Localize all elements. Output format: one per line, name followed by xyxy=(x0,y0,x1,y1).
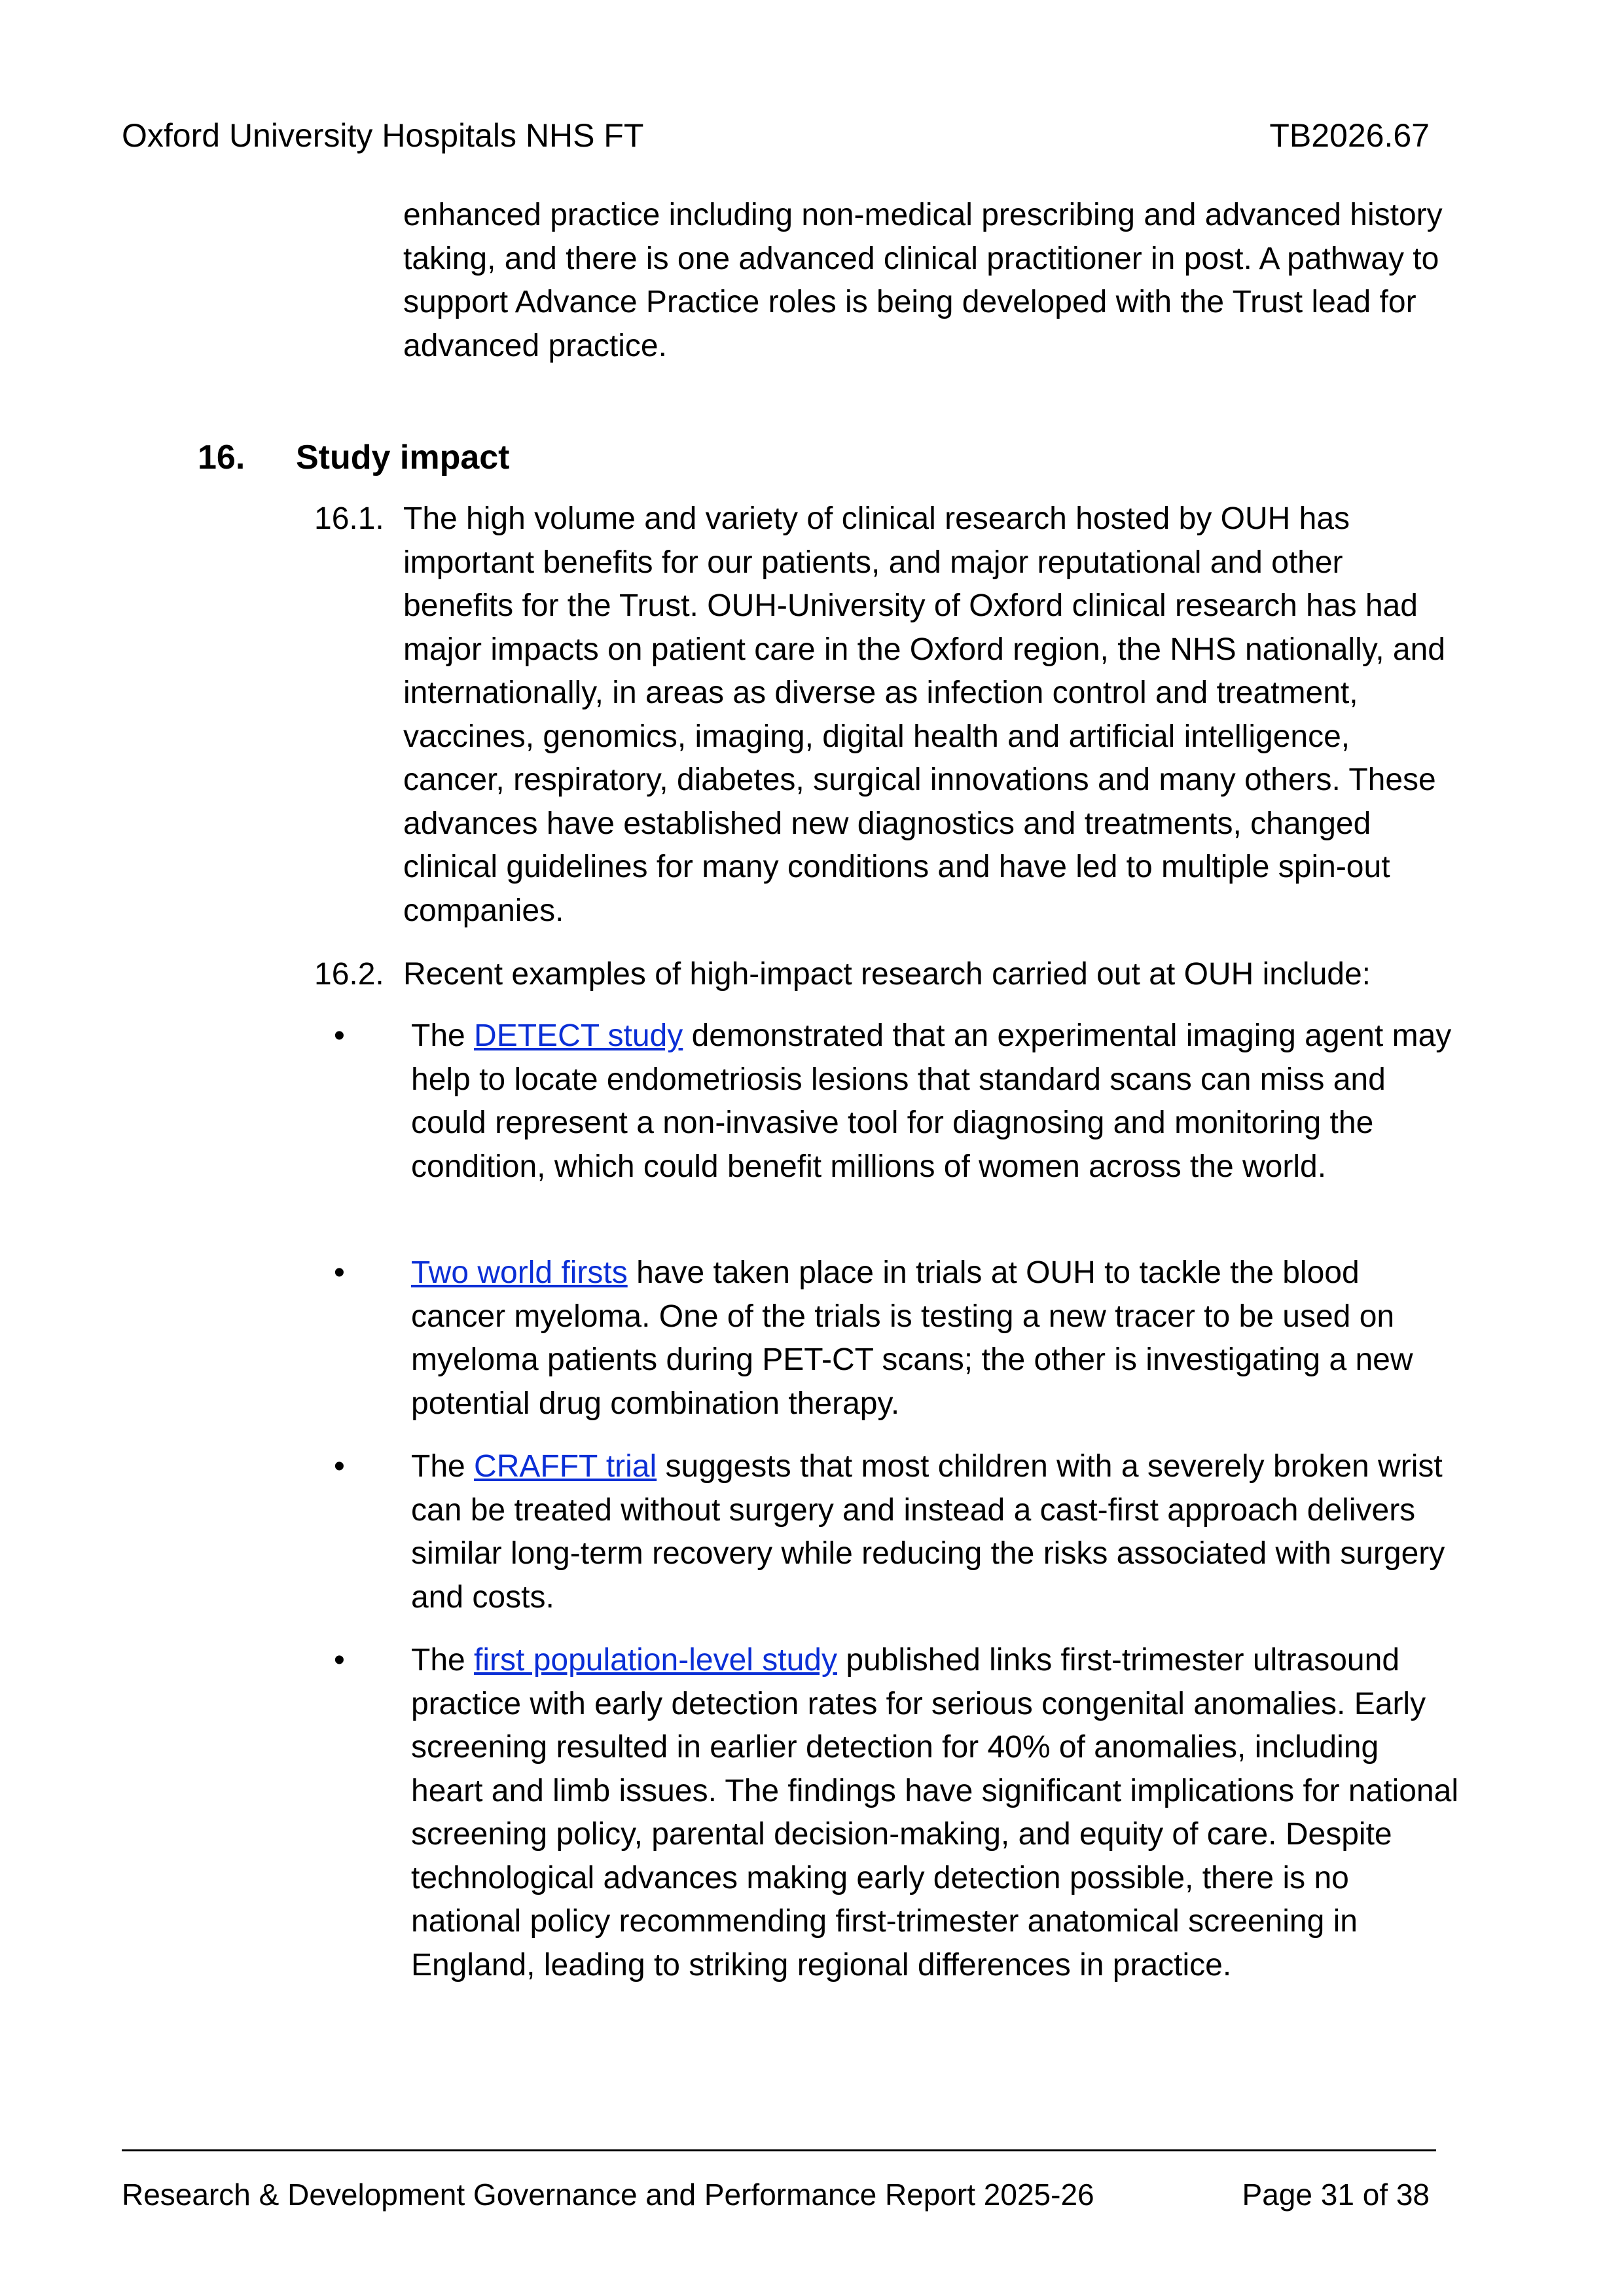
population-study-link[interactable]: first population-level study xyxy=(474,1643,837,1677)
paragraph-text: Recent examples of high-impact research carried out at OUH include: xyxy=(403,957,1371,992)
section-number: 16. xyxy=(198,439,245,476)
detect-study-link[interactable]: DETECT study xyxy=(474,1018,683,1053)
paragraph-number: 16.1. xyxy=(314,501,384,536)
bullet-text-body: published links first-trimester ultrasound practice with early detection rates for serious congenital anomalies. Early screening resulted in earlier detection for 40% of anomalies, including heart and limb issues. The findings have significant implications for national screening policy, parental decision-making, and equity of care. Despite technological advances making early detection possible, there is no national policy recommending first-trimester anatomical screening in England, leading to striking regional differences in practice. xyxy=(411,1643,1458,1982)
bullet-text xyxy=(411,1014,1458,1189)
page-footer xyxy=(122,2172,1430,2217)
paragraph-number: 16.2. xyxy=(314,957,384,992)
page-header xyxy=(122,113,1430,158)
footer-page-number: Page 31 of 38 xyxy=(1242,2178,1430,2212)
bullet-icon: • xyxy=(334,1449,345,1484)
two-world-firsts-link[interactable]: Two world firsts xyxy=(411,1255,628,1290)
bullet-text-body: have taken place in trials at OUH to tackle the blood cancer myeloma. One of the trials is testing a new tracer to be used on myeloma patients during PET-CT scans; the other is investigating a new potential drug combination therapy. xyxy=(411,1255,1413,1421)
bullet-icon: • xyxy=(334,1018,345,1053)
bullet-text-body: demonstrated that an experimental imaging agent may help to locate endometriosis lesions that standard scans can miss and could represent a non-invasive tool for diagnosing and monitoring the condition, which could benefit millions of women across the world. xyxy=(411,1018,1452,1184)
bullet-text xyxy=(411,1251,1458,1426)
bullet-icon: • xyxy=(334,1643,345,1677)
continuation-paragraph: enhanced practice including non-medical prescribing and advanced history taking, and there is one advanced clinical practitioner in post. A pathway to support Advance Practice roles is being developed with the Trust lead for advanced practice. xyxy=(403,198,1443,363)
bullet-text xyxy=(411,1445,1458,1619)
footer-divider xyxy=(122,2149,1436,2151)
bullet-text-lead: The xyxy=(411,1449,475,1484)
crafft-trial-link[interactable]: CRAFFT trial xyxy=(474,1449,657,1484)
bullet-icon: • xyxy=(334,1255,345,1290)
header-reference: TB2026.67 xyxy=(1269,117,1430,154)
paragraph-text: The high volume and variety of clinical research hosted by OUH has important benefits for our patients, and major reputational and other benefits for the Trust. OUH-University of Oxford clinical research has had major impacts on patient care in the Oxford region, the NHS nationally, and internationally, in areas as diverse as infection control and treatment, vaccines, genomics, imaging, digital health and artificial intelligence, cancer, respiratory, diabetes, surgical innovations and many others. These advances have established new diagnostics and treatments, changed clinical guidelines for many conditions and have led to multiple spin-out companies. xyxy=(403,501,1445,928)
footer-report-title: Research & Development Governance and Performance Report 2025-26 xyxy=(122,2178,1094,2212)
bullet-text xyxy=(411,1639,1458,1987)
bullet-text-lead: The xyxy=(411,1643,475,1677)
header-organisation: Oxford University Hospitals NHS FT xyxy=(122,117,644,154)
bullet-text-body: suggests that most children with a severely broken wrist can be treated without surgery and instead a cast-first approach delivers similar long-term recovery while reducing the risks associated with surgery and costs. xyxy=(411,1449,1445,1615)
bullet-text-lead: The xyxy=(411,1018,475,1053)
section-title: Study impact xyxy=(296,439,510,476)
